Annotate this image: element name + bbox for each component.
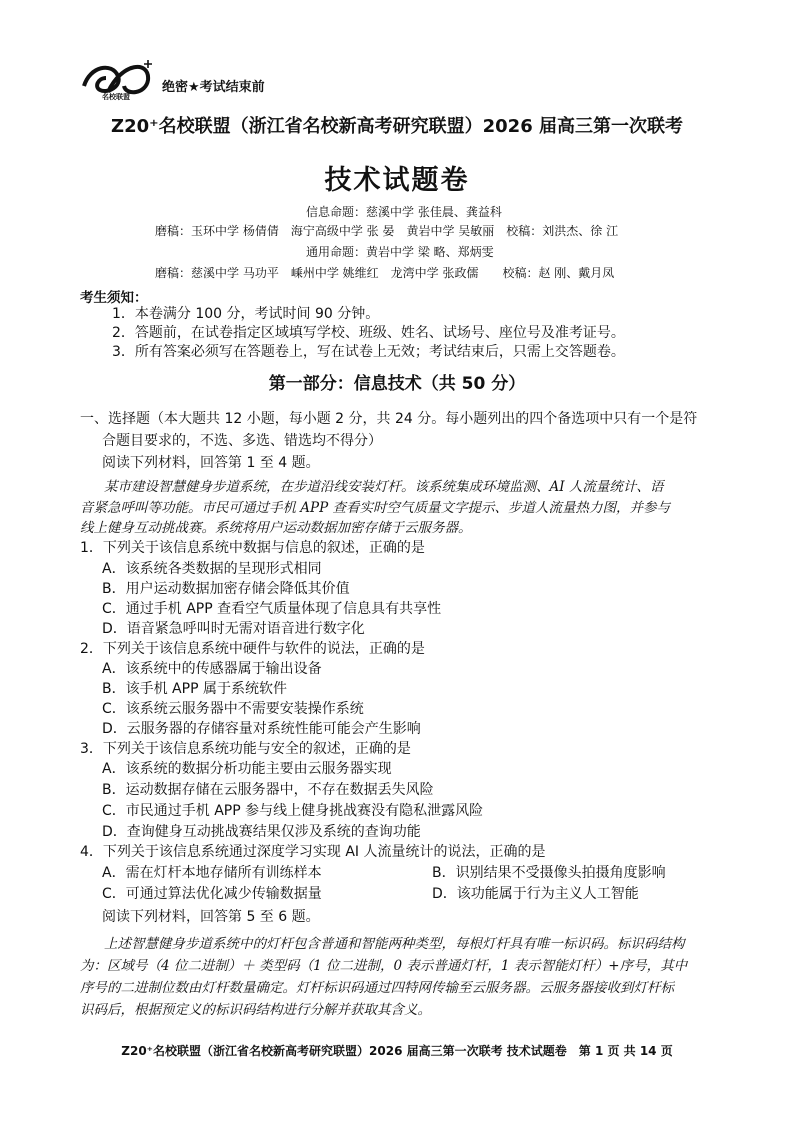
material-line: 为：区域号（4 位二进制）＋ 类型码（1 位二进制，0 表示普通灯杆，1 表示智能灯杆）+序号，其中 — [80, 958, 688, 974]
exam-title: Z20⁺名校联盟（浙江省名校新高考研究联盟）2026 届高三第一次联考 — [111, 116, 683, 137]
question-3-stem: 3．下列关于该信息系统功能与安全的叙述，正确的是 — [80, 741, 411, 757]
general-setters: 通用命题：黄岩中学 梁 略、郑炳雯 — [306, 245, 494, 259]
option-c: C．市民通过手机 APP 参与线上健身挑战赛没有隐私泄露风险 — [102, 803, 484, 819]
logo-text: 名校联盟 — [102, 93, 130, 101]
reading-instruction: 阅读下列材料，回答第 1 至 4 题。 — [102, 455, 320, 471]
material-line: 序号的二进制位数由灯杆数量确定。灯杆标识码通过四特网传输至云服务器。云服务器接收到灯杆标 — [80, 980, 674, 996]
option-a: A．该系统各类数据的呈现形式相同 — [102, 561, 322, 577]
option-c: C．该系统云服务器中不需要安装操作系统 — [102, 701, 364, 717]
option-c: C．可通过算法优化减少传输数据量 — [102, 886, 322, 902]
material-line: 上述智慧健身步道系统中的灯杆包含普通和智能两种类型，每根灯杆具有唯一标识码。标识码结构 — [104, 936, 685, 952]
material-line: 线上健身互动挑战赛。系统将用户运动数据加密存储于云服务器。 — [80, 520, 472, 536]
question-2-stem: 2．下列关于该信息系统中硬件与软件的说法，正确的是 — [80, 641, 425, 657]
part-title: 第一部分：信息技术（共 50 分） — [268, 374, 526, 394]
notes-heading: 考生须知： — [80, 290, 148, 306]
option-b: B．该手机 APP 属于系统软件 — [102, 681, 287, 697]
option-a: A．需在灯杆本地存储所有训练样本 — [102, 865, 322, 881]
material-line: 音紧急呼叫等功能。市民可通过手机 APP 查看实时空气质量文字提示、步道人流量热力图，并参与 — [80, 500, 670, 516]
option-d: D．云服务器的存储容量对系统性能可能会产生影响 — [102, 721, 421, 737]
option-b: B．识别结果不受摄像头拍摄角度影响 — [432, 865, 666, 881]
info-reviewers: 磨稿：玉环中学 杨倩倩 海宁高级中学 张 晏 黄岩中学 吴敏丽 校稿：刘洪杰、徐 江 — [155, 224, 619, 238]
option-d: D．查询健身互动挑战赛结果仅涉及系统的查询功能 — [102, 824, 421, 840]
option-b: B．运动数据存储在云服务器中，不存在数据丢失风险 — [102, 782, 434, 798]
paper-title: 技术试题卷 — [324, 165, 470, 196]
option-a: A．该系统中的传感器属于输出设备 — [102, 661, 322, 677]
material-line: 某市建设智慧健身步道系统，在步道沿线安装灯杆。该系统集成环境监测、AI 人流量统计、语 — [104, 479, 664, 495]
info-setters: 信息命题：慈溪中学 张佳晨、龚益科 — [306, 205, 502, 219]
option-b: B．用户运动数据加密存储会降低其价值 — [102, 581, 350, 597]
alliance-logo — [78, 52, 162, 108]
section-heading-cont: 合题目要求的，不选、多选、错选均不得分） — [102, 433, 382, 449]
secret-mark: 绝密★考试结束前 — [162, 80, 265, 95]
option-d: D．语音紧急呼叫时无需对语音进行数字化 — [102, 621, 365, 637]
material-line: 识码后，根据预定义的标识码结构进行分解并获取其含义。 — [80, 1002, 431, 1018]
note-item: 3．所有答案必须写在答题卷上，写在试卷上无效；考试结束后，只需上交答题卷。 — [112, 344, 625, 360]
note-item: 2．答题前，在试卷指定区域填写学校、班级、姓名、试场号、座位号及准考证号。 — [112, 325, 625, 341]
page-footer: Z20⁺名校联盟（浙江省名校新高考研究联盟）2026 届高三第一次联考 技术试题卷 第 1 页 共 14 页 — [121, 1044, 673, 1058]
question-4-stem: 4．下列关于该信息系统通过深度学习实现 AI 人流量统计的说法，正确的是 — [80, 844, 546, 860]
reading-instruction: 阅读下列材料，回答第 5 至 6 题。 — [102, 909, 320, 925]
question-1-stem: 1．下列关于该信息系统中数据与信息的叙述，正确的是 — [80, 540, 425, 556]
general-reviewers: 磨稿：慈溪中学 马功平 嵊州中学 姚维红 龙湾中学 张政儒 校稿：赵 刚、戴月凤 — [155, 266, 615, 280]
section-heading: 一、选择题（本大题共 12 小题，每小题 2 分，共 24 分。每小题列出的四个备选项中只有一个是符 — [80, 411, 698, 427]
note-item: 1．本卷满分 100 分，考试时间 90 分钟。 — [112, 306, 380, 322]
option-a: A．该系统的数据分析功能主要由云服务器实现 — [102, 761, 392, 777]
option-c: C．通过手机 APP 查看空气质量体现了信息具有共享性 — [102, 601, 442, 617]
option-d: D．该功能属于行为主义人工智能 — [432, 886, 639, 902]
